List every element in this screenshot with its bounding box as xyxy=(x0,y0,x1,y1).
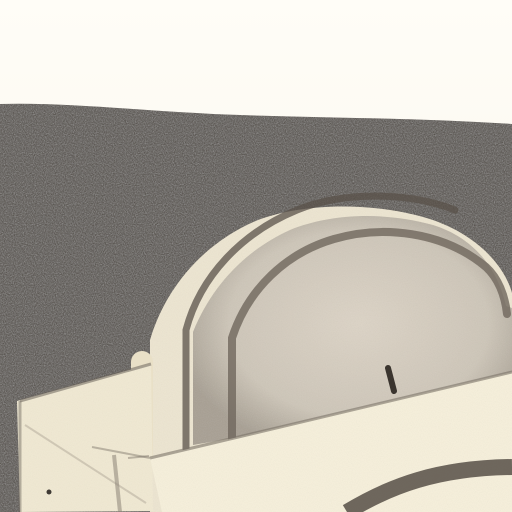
small-dot xyxy=(47,490,52,495)
